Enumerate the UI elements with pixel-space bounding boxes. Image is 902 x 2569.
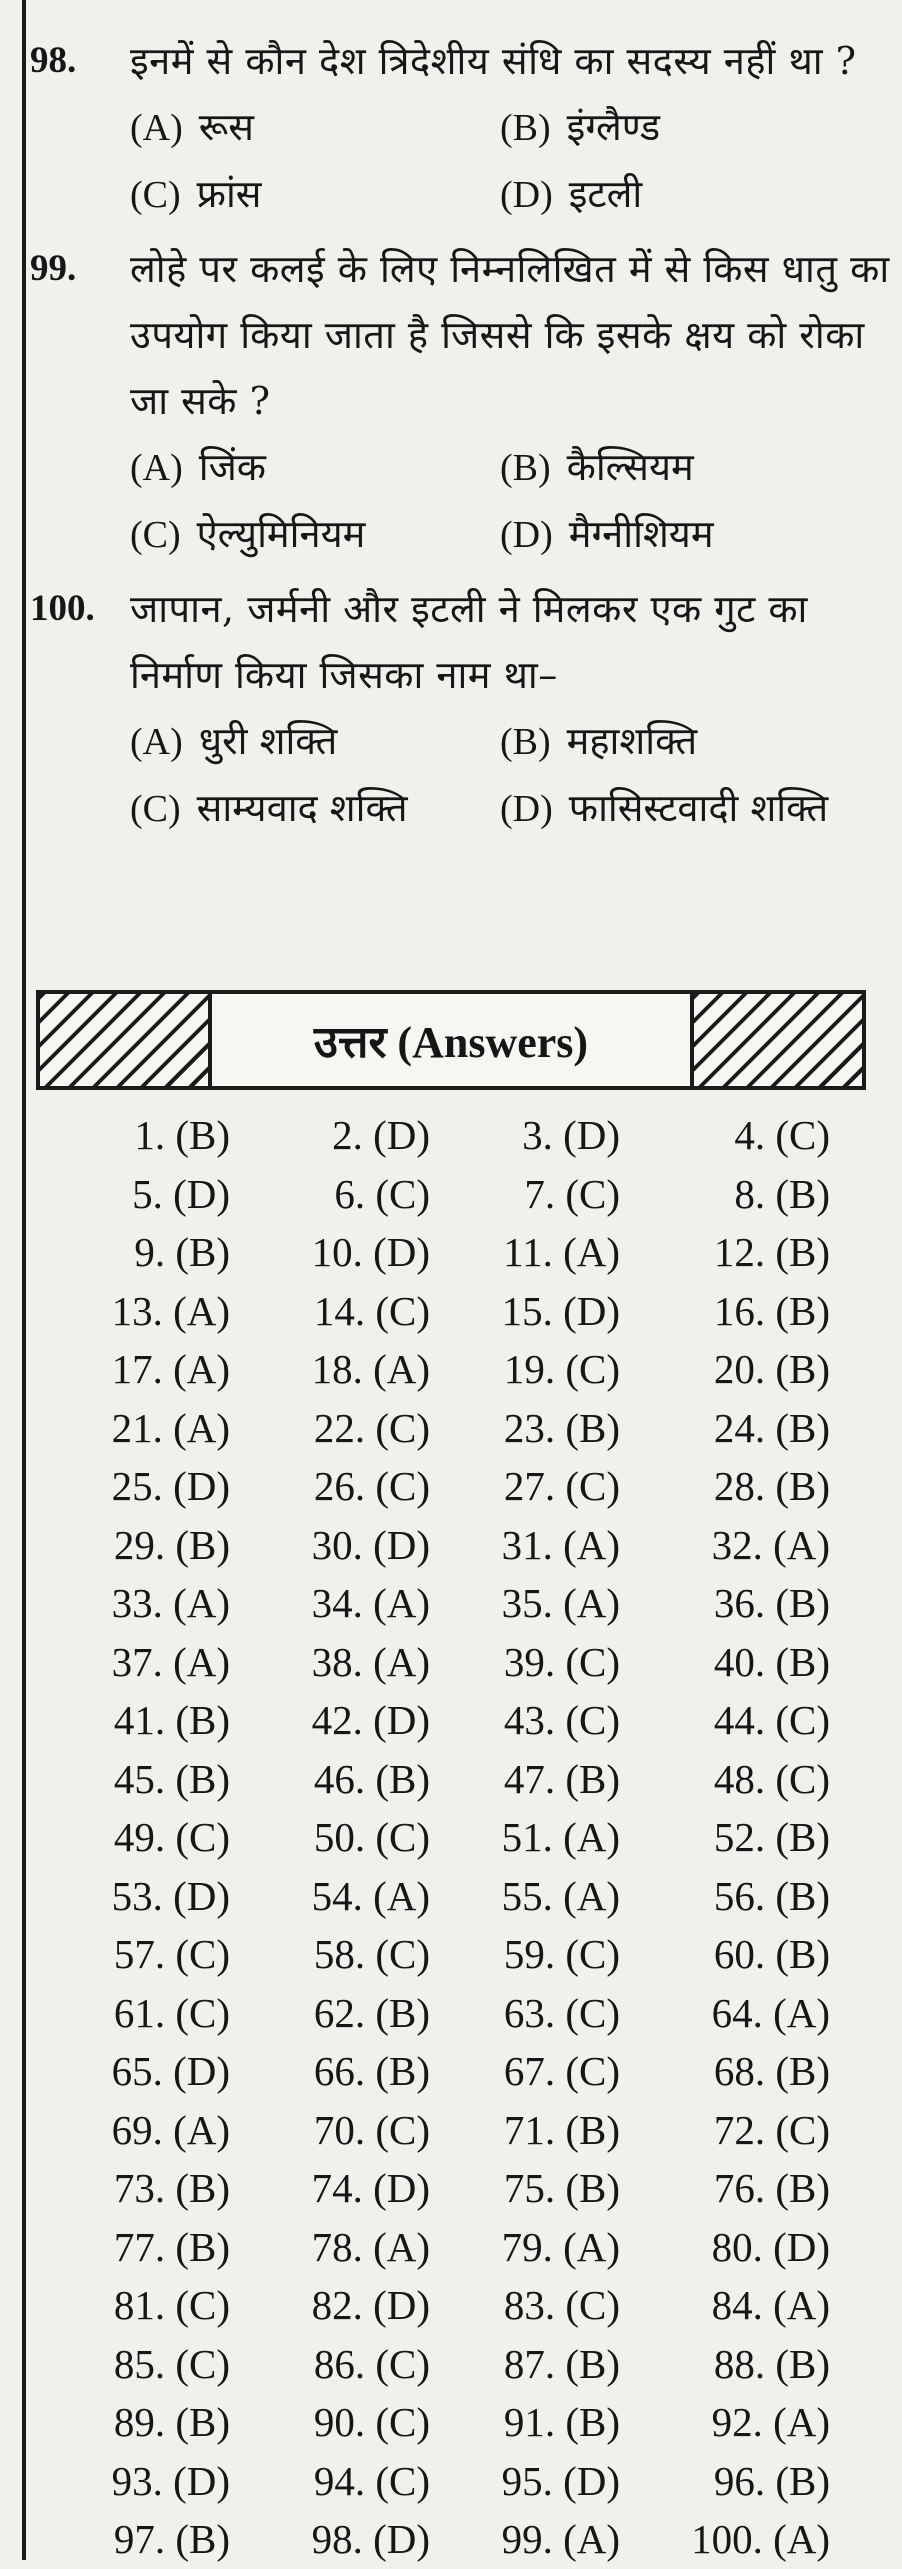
answer-item: 100. (A) <box>691 2516 830 2563</box>
answer-item: 31. (A) <box>501 1521 620 1568</box>
answer-item: 70. (C) <box>313 2106 430 2153</box>
answer-item: 96. (B) <box>713 2457 830 2504</box>
question-text: लोहे पर कलई के लिए निम्नलिखित में से किस धातु का उपयोग किया जाता है जिससे कि इसके क्षय को रोका जा सके ? <box>130 247 890 423</box>
answer-item: 3. (D) <box>522 1112 620 1159</box>
option-a: (A) जिंक <box>130 445 266 489</box>
answer-item: 58. (C) <box>313 1931 430 1978</box>
answer-item: 42. (D) <box>311 1697 430 1744</box>
question-number: 100. <box>30 588 95 629</box>
answer-item: 25. (D) <box>111 1463 230 1510</box>
question-number: 98. <box>30 40 77 81</box>
answer-item: 87. (B) <box>503 2340 620 2387</box>
answer-item: 46. (B) <box>313 1755 430 1802</box>
answer-item: 62. (B) <box>313 1989 430 2036</box>
answer-item: 93. (D) <box>111 2457 230 2504</box>
answer-item: 82. (D) <box>311 2282 430 2329</box>
options-grid <box>130 94 892 228</box>
answer-item: 45. (B) <box>113 1755 230 1802</box>
answer-item: 26. (C) <box>313 1463 430 1510</box>
answer-item: 51. (A) <box>501 1814 620 1861</box>
answer-item: 41. (B) <box>113 1697 230 1744</box>
answer-item: 97. (B) <box>113 2516 230 2563</box>
answer-item: 21. (A) <box>111 1404 230 1451</box>
answer-item: 76. (B) <box>713 2165 830 2212</box>
option-b: (B) कैल्सियम <box>500 445 694 489</box>
answer-item: 94. (C) <box>313 2457 430 2504</box>
answer-item: 69. (A) <box>111 2106 230 2153</box>
answer-item: 59. (C) <box>503 1931 620 1978</box>
answer-item: 86. (C) <box>313 2340 430 2387</box>
answer-item: 55. (A) <box>501 1872 620 1919</box>
answer-item: 83. (C) <box>503 2282 620 2329</box>
answer-item: 24. (B) <box>713 1404 830 1451</box>
answer-item: 33. (A) <box>111 1580 230 1627</box>
answer-item: 89. (B) <box>113 2399 230 2446</box>
answer-item: 85. (C) <box>113 2340 230 2387</box>
options-grid <box>130 708 892 842</box>
answer-item: 92. (A) <box>711 2399 830 2446</box>
answer-item: 99. (A) <box>501 2516 620 2563</box>
answer-item: 22. (C) <box>313 1404 430 1451</box>
answer-item: 54. (A) <box>311 1872 430 1919</box>
answer-item: 20. (B) <box>713 1346 830 1393</box>
answer-item: 11. (A) <box>503 1229 620 1276</box>
option-b: (B) इंग्लैण्ड <box>500 105 661 149</box>
answer-item: 29. (B) <box>113 1521 230 1568</box>
answer-item: 30. (D) <box>311 1521 430 1568</box>
option-d: (D) मैग्नीशियम <box>500 512 714 556</box>
hatch-pattern-right <box>690 994 862 1086</box>
answer-item: 32. (A) <box>711 1521 830 1568</box>
answer-item: 84. (A) <box>711 2282 830 2329</box>
answer-item: 7. (C) <box>524 1170 620 1217</box>
option-d: (D) इटली <box>500 172 643 216</box>
answer-item: 44. (C) <box>713 1697 830 1744</box>
answer-item: 34. (A) <box>311 1580 430 1627</box>
answer-item: 23. (B) <box>503 1404 620 1451</box>
answer-item: 36. (B) <box>713 1580 830 1627</box>
answer-item: 57. (C) <box>113 1931 230 1978</box>
answer-item: 47. (B) <box>503 1755 620 1802</box>
option-a: (A) धुरी शक्ति <box>130 719 338 763</box>
answer-item: 56. (B) <box>713 1872 830 1919</box>
answer-item: 66. (B) <box>313 2048 430 2095</box>
answer-item: 5. (D) <box>132 1170 230 1217</box>
answer-item: 90. (C) <box>313 2399 430 2446</box>
answer-item: 9. (B) <box>134 1229 230 1276</box>
option-b: (B) महाशक्ति <box>500 719 698 763</box>
questions-section <box>30 28 892 850</box>
answer-item: 14. (C) <box>313 1287 430 1334</box>
answer-item: 53. (D) <box>111 1872 230 1919</box>
option-a: (A) रूस <box>130 105 254 149</box>
answer-item: 50. (C) <box>313 1814 430 1861</box>
answer-item: 68. (B) <box>713 2048 830 2095</box>
answer-item: 4. (C) <box>734 1112 830 1159</box>
question-number: 99. <box>30 248 77 289</box>
answer-item: 8. (B) <box>734 1170 830 1217</box>
answer-item: 64. (A) <box>711 1989 830 2036</box>
options-grid <box>130 434 892 568</box>
answer-item: 95. (D) <box>501 2457 620 2504</box>
option-d: (D) फासिस्टवादी शक्ति <box>500 786 829 830</box>
answer-item: 27. (C) <box>503 1463 620 1510</box>
answers-grid <box>60 1106 860 2569</box>
answer-item: 80. (D) <box>711 2223 830 2270</box>
question-100 <box>30 576 892 842</box>
option-c: (C) फ्रांस <box>130 172 262 216</box>
answer-item: 1. (B) <box>134 1112 230 1159</box>
option-c: (C) ऐल्युमिनियम <box>130 512 366 556</box>
hatch-pattern-left <box>40 994 212 1086</box>
answer-item: 98. (D) <box>311 2516 430 2563</box>
question-text: जापान, जर्मनी और इटली ने मिलकर एक गुट का निर्माण किया जिसका नाम था– <box>130 587 808 697</box>
answer-item: 91. (B) <box>503 2399 620 2446</box>
answer-item: 65. (D) <box>111 2048 230 2095</box>
answers-header <box>36 990 866 1090</box>
answer-item: 73. (B) <box>113 2165 230 2212</box>
answer-item: 19. (C) <box>503 1346 620 1393</box>
answer-item: 48. (C) <box>713 1755 830 1802</box>
answer-item: 72. (C) <box>713 2106 830 2153</box>
answer-item: 6. (C) <box>334 1170 430 1217</box>
answer-item: 2. (D) <box>332 1112 430 1159</box>
answer-item: 43. (C) <box>503 1697 620 1744</box>
answer-item: 49. (C) <box>113 1814 230 1861</box>
answer-item: 12. (B) <box>713 1229 830 1276</box>
left-column-rule <box>22 0 26 2560</box>
answers-title: उत्तर (Answers) <box>313 1018 589 1067</box>
answer-item: 61. (C) <box>113 1989 230 2036</box>
answer-item: 35. (A) <box>501 1580 620 1627</box>
answer-item: 74. (D) <box>311 2165 430 2212</box>
question-99 <box>30 236 892 568</box>
answer-item: 15. (D) <box>501 1287 620 1334</box>
answer-item: 78. (A) <box>311 2223 430 2270</box>
answer-item: 79. (A) <box>501 2223 620 2270</box>
answer-item: 10. (D) <box>311 1229 430 1276</box>
answer-item: 38. (A) <box>311 1638 430 1685</box>
answer-item: 71. (B) <box>503 2106 620 2153</box>
answer-item: 28. (B) <box>713 1463 830 1510</box>
answer-item: 67. (C) <box>503 2048 620 2095</box>
answer-item: 16. (B) <box>713 1287 830 1334</box>
question-98 <box>30 28 892 228</box>
answer-item: 81. (C) <box>113 2282 230 2329</box>
answer-item: 77. (B) <box>113 2223 230 2270</box>
answer-item: 17. (A) <box>111 1346 230 1393</box>
answer-item: 13. (A) <box>111 1287 230 1334</box>
answer-item: 40. (B) <box>713 1638 830 1685</box>
question-text: इनमें से कौन देश त्रिदेशीय संधि का सदस्य नहीं था ? <box>130 39 857 83</box>
answer-item: 60. (B) <box>713 1931 830 1978</box>
answer-item: 18. (A) <box>311 1346 430 1393</box>
answer-item: 88. (B) <box>713 2340 830 2387</box>
answer-item: 75. (B) <box>503 2165 620 2212</box>
answer-item: 37. (A) <box>111 1638 230 1685</box>
answer-item: 52. (B) <box>713 1814 830 1861</box>
option-c: (C) साम्यवाद शक्ति <box>130 786 408 830</box>
answer-item: 39. (C) <box>503 1638 620 1685</box>
answer-item: 63. (C) <box>503 1989 620 2036</box>
